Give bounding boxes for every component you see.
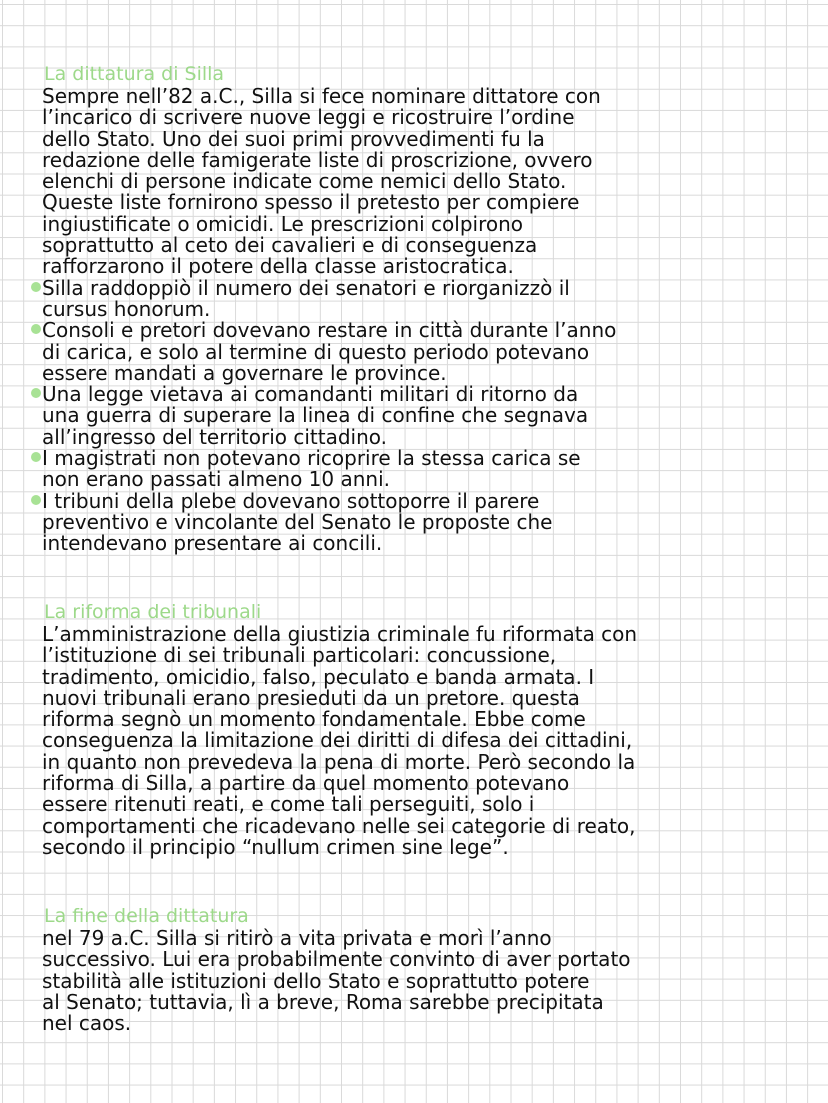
section-heading: La dittatura di Silla	[44, 63, 225, 85]
text-line: Una legge vietava ai comandanti militari di ritorno da	[42, 382, 579, 407]
text-line: nel caos.	[42, 1011, 132, 1036]
text-line: I tribuni della plebe dovevano sottoporre il parere	[42, 488, 540, 513]
text-line: in quanto non prevedeva la pena di morte. Però secondo la	[42, 749, 636, 774]
section-fine-dittatura	[40, 904, 810, 1034]
text-line: comportamenti che ricadevano nelle sei categorie di reato,	[42, 813, 636, 838]
text-line: Consoli e pretori dovevano restare in città durante l’anno	[42, 318, 617, 343]
text-line: successivo. Lui era probabilmente convinto di aver portato	[42, 947, 631, 972]
text-line: non erano passati almeno 10 anni.	[42, 467, 390, 492]
text-line: nuovi tribunali erano presieduti da un pretore. questa	[42, 685, 580, 710]
section-intro	[40, 86, 810, 278]
text-line: soprattutto al ceto dei cavalieri e di conseguenza	[42, 233, 538, 258]
text-line: tradimento, omicidio, falso, peculato e banda armata. I	[42, 664, 595, 689]
text-line: ingiustificate o omicidi. Le prescrizioni colpirono	[42, 211, 524, 236]
text-line: all’ingresso del territorio cittadino.	[42, 424, 387, 449]
text-line: essere ritenuti reati, e come tali perseguiti, solo i	[42, 792, 535, 817]
text-line: Silla raddoppiò il numero dei senatori e riorganizzò il	[42, 275, 570, 300]
text-line: riforma di Silla, a partire da quel momento potevano	[42, 771, 570, 796]
bullet-item	[40, 448, 810, 491]
bullet-item	[40, 384, 810, 448]
bullet-dot-icon	[31, 452, 41, 462]
text-line: preventivo e vincolante del Senato le proposte che	[42, 509, 553, 534]
bullet-item	[40, 275, 810, 321]
text-line: rafforzarono il potere della classe aristocratica.	[42, 254, 514, 279]
text-line: nel 79 a.C. Silla si ritirò a vita privata e morì l’anno	[42, 926, 552, 950]
text-line: conseguenza la limitazione dei diritti di difesa dei cittadini,	[42, 728, 633, 753]
text-line: L’amministrazione della giustizia criminale fu riformata con	[42, 622, 638, 646]
text-line: cursus honorum.	[42, 296, 211, 321]
bullet-dot-icon	[31, 388, 41, 398]
text-line: Sempre nell’82 a.C., Silla si fece nominare dittatore con	[42, 84, 601, 108]
section-body	[40, 928, 810, 1034]
text-line: elenchi di persone indicate come nemici dello Stato.	[42, 169, 567, 194]
section-riforma-tribunali	[40, 600, 810, 858]
bullet-item	[40, 488, 810, 556]
text-line: riforma segnò un momento fondamentale. Ebbe come	[42, 707, 586, 732]
text-line: una guerra di superare la linea di confine che segnava	[42, 403, 589, 428]
section-body	[40, 624, 810, 858]
bullet-dot-icon	[31, 495, 41, 505]
text-line: I magistrati non potevano ricoprire la stessa carica se	[42, 446, 581, 471]
text-line: l’incarico di scrivere nuove leggi e ricostruire l’ordine	[42, 105, 575, 130]
bullet-dot-icon	[31, 324, 41, 334]
section-heading: La riforma dei tribunali	[44, 601, 262, 623]
text-line: di carica, e solo al termine di questo periodo potevano	[42, 339, 590, 364]
text-line: l’istituzione di sei tribunali particolari: concussione,	[42, 643, 557, 668]
section-heading: La fine della dittatura	[44, 905, 249, 927]
section-dittatura	[40, 62, 810, 555]
bullet-item	[40, 320, 810, 384]
text-line: dello Stato. Uno dei suoi primi provvedimenti fu la	[42, 126, 545, 151]
bullet-dot-icon	[31, 282, 41, 292]
text-line: redazione delle famigerate liste di proscrizione, ovvero	[42, 147, 593, 172]
text-line: Queste liste fornirono spesso il pretesto per compiere	[42, 190, 580, 215]
text-line: al Senato; tuttavia, lì a breve, Roma sarebbe precipitata	[42, 989, 604, 1014]
text-line: secondo il principio “nullum crimen sine lege”.	[42, 834, 509, 859]
text-line: stabilità alle istituzioni dello Stato e soprattutto potere	[42, 968, 590, 993]
text-line: essere mandati a governare le province.	[42, 360, 447, 385]
text-line: intendevano presentare ai concili.	[42, 531, 383, 556]
